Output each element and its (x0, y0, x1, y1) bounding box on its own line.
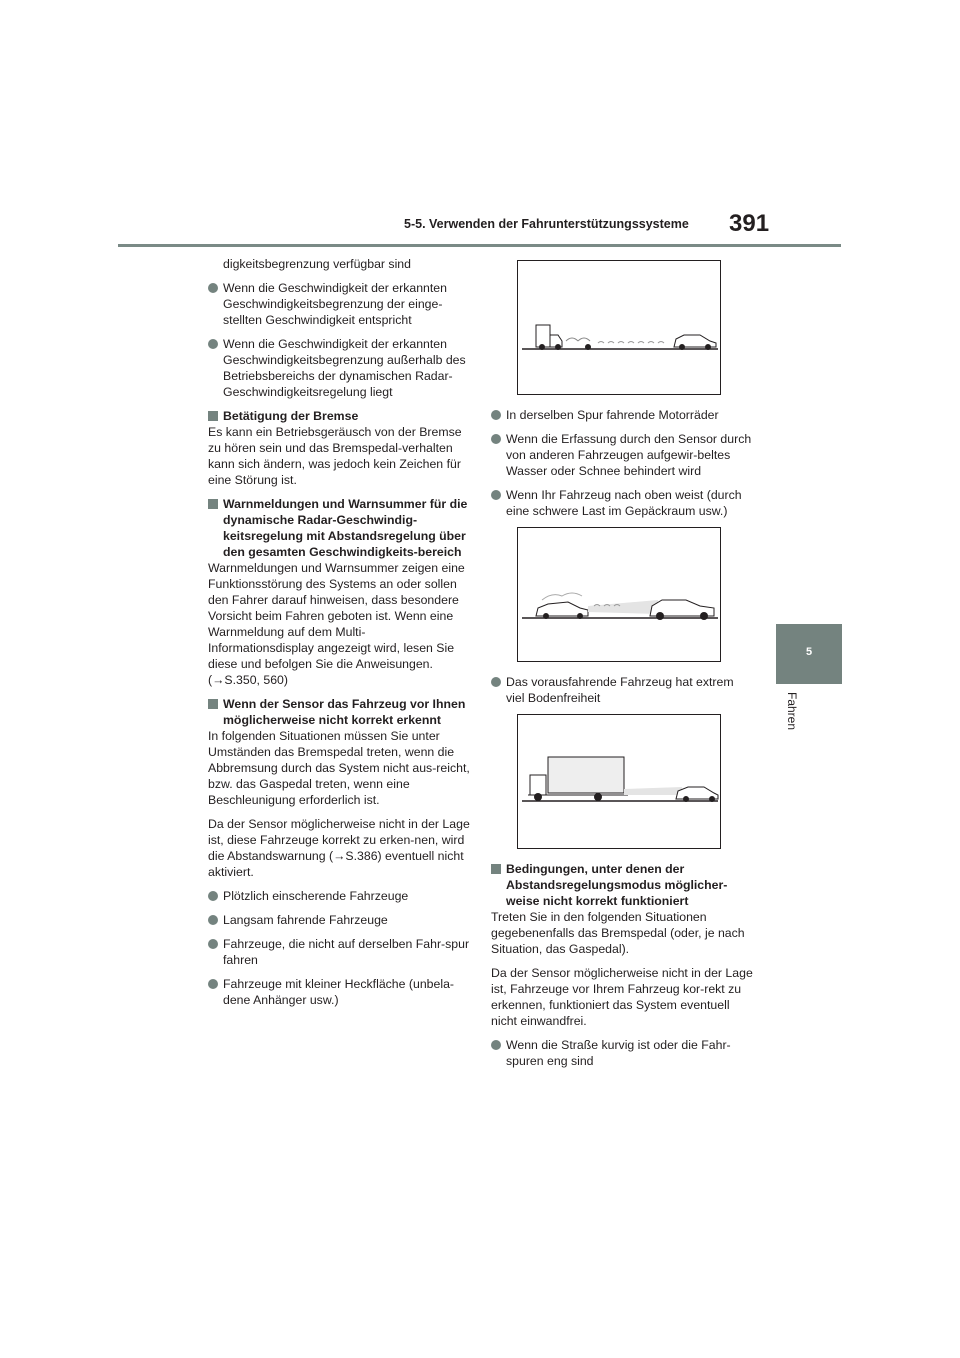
chapter-tab[interactable] (776, 624, 842, 684)
bullet-item: Fahrzeuge, die nicht auf derselben Fahr-spur fahren (208, 936, 470, 968)
bullet-item: Wenn die Geschwindigkeit der erkannten Geschwindigkeitsbegrenzung außerhalb des Betriebsbereichs der dynamischen Radar-Geschwindigkeitsregelung liegt (208, 336, 470, 400)
section-heading: Betätigung der Bremse (208, 408, 470, 424)
right-column (491, 256, 753, 1077)
bullet-item: In derselben Spur fahrende Motorräder (491, 407, 753, 423)
bullet-item: Wenn die Geschwindigkeit der erkannten Geschwindigkeitsbegrenzung der einge-stellten Geschwindigkeit entspricht (208, 280, 470, 328)
bullet-item: Fahrzeuge mit kleiner Heckfläche (unbela-dene Anhänger usw.) (208, 976, 470, 1008)
illustration-motorcycle (517, 260, 721, 395)
bullet-item: Wenn die Erfassung durch den Sensor durch von anderen Fahrzeugen aufgewir-beltes Wasser oder Schnee behindert wird (491, 431, 753, 479)
bullet-item: Wenn die Straße kurvig ist oder die Fahr-spuren eng sind (491, 1037, 753, 1069)
section-heading: Wenn der Sensor das Fahrzeug vor Ihnen möglicherweise nicht korrekt erkennt (208, 696, 470, 728)
chapter-number: 5 (805, 646, 813, 658)
bullet-item: Plötzlich einscherende Fahrzeuge (208, 888, 470, 904)
section-heading: Bedingungen, unter denen der Abstandsregelungsmodus möglicher-weise nicht korrekt funktioniert (491, 861, 753, 909)
illustration-truck (517, 714, 721, 849)
header-divider (118, 244, 841, 247)
bullet-item: Wenn Ihr Fahrzeug nach oben weist (durch eine schwere Last im Gepäckraum usw.) (491, 487, 753, 519)
page-number: 391 (729, 210, 770, 237)
chapter-label: Fahren (785, 692, 799, 731)
illustration-spray (517, 527, 721, 662)
paragraph: Warnmeldungen und Warnsummer zeigen eine Funktionsstörung des Systems an oder sollen den Fahrer darauf hinweisen, dass besondere Vorsicht beim Fahren geboten ist. Wenn eine Warnmeldung auf dem Multi-Informationsdisplay angezeigt wird, lesen Sie diese und befolgen Sie die Anweisungen. (→S.350, 560) (208, 561, 465, 687)
paragraph: Es kann ein Betriebsgeräusch von der Bremse zu hören sein und das Bremspedal-verhalten kann sich ändern, was jedoch kein Zeichen für eine Störung ist. (208, 425, 462, 487)
bullet-item: Langsam fahrende Fahrzeuge (208, 912, 470, 928)
continued-text: digkeitsbegrenzung verfügbar sind (223, 257, 411, 271)
paragraph: Treten Sie in den folgenden Situationen gegebenenfalls das Bremspedal (oder, je nach Situation, das Gaspedal). (491, 910, 745, 956)
bullet-item: Das vorausfahrende Fahrzeug hat extrem viel Bodenfreiheit (491, 674, 753, 706)
paragraph: Da der Sensor möglicherweise nicht in der Lage ist, Fahrzeuge vor Ihrem Fahrzeug kor-rekt zu erkennen, funktioniert das System eventuell nicht einwandfrei. (491, 966, 753, 1028)
paragraph: Da der Sensor möglicherweise nicht in der Lage ist, diese Fahrzeuge korrekt zu erken-nen, wird die Abstandswarnung (→S.386) eventuell nicht aktiviert. (208, 817, 470, 879)
section-title: 5-5. Verwenden der Fahrunterstützungssysteme (404, 217, 689, 231)
paragraph: In folgenden Situationen müssen Sie unter Umständen das Bremspedal treten, wenn die Abbremsung durch das System nicht aus-reicht, bzw. das Gaspedal treten, wenn eine Beschleunigung erforderlich ist. (208, 729, 470, 807)
section-heading: Warnmeldungen und Warnsummer für die dynamische Radar-Geschwindig-keitsregelung mit Abstandsregelung über den gesamten Geschwindigkeits-bereich (208, 496, 470, 560)
left-column (208, 256, 470, 1016)
